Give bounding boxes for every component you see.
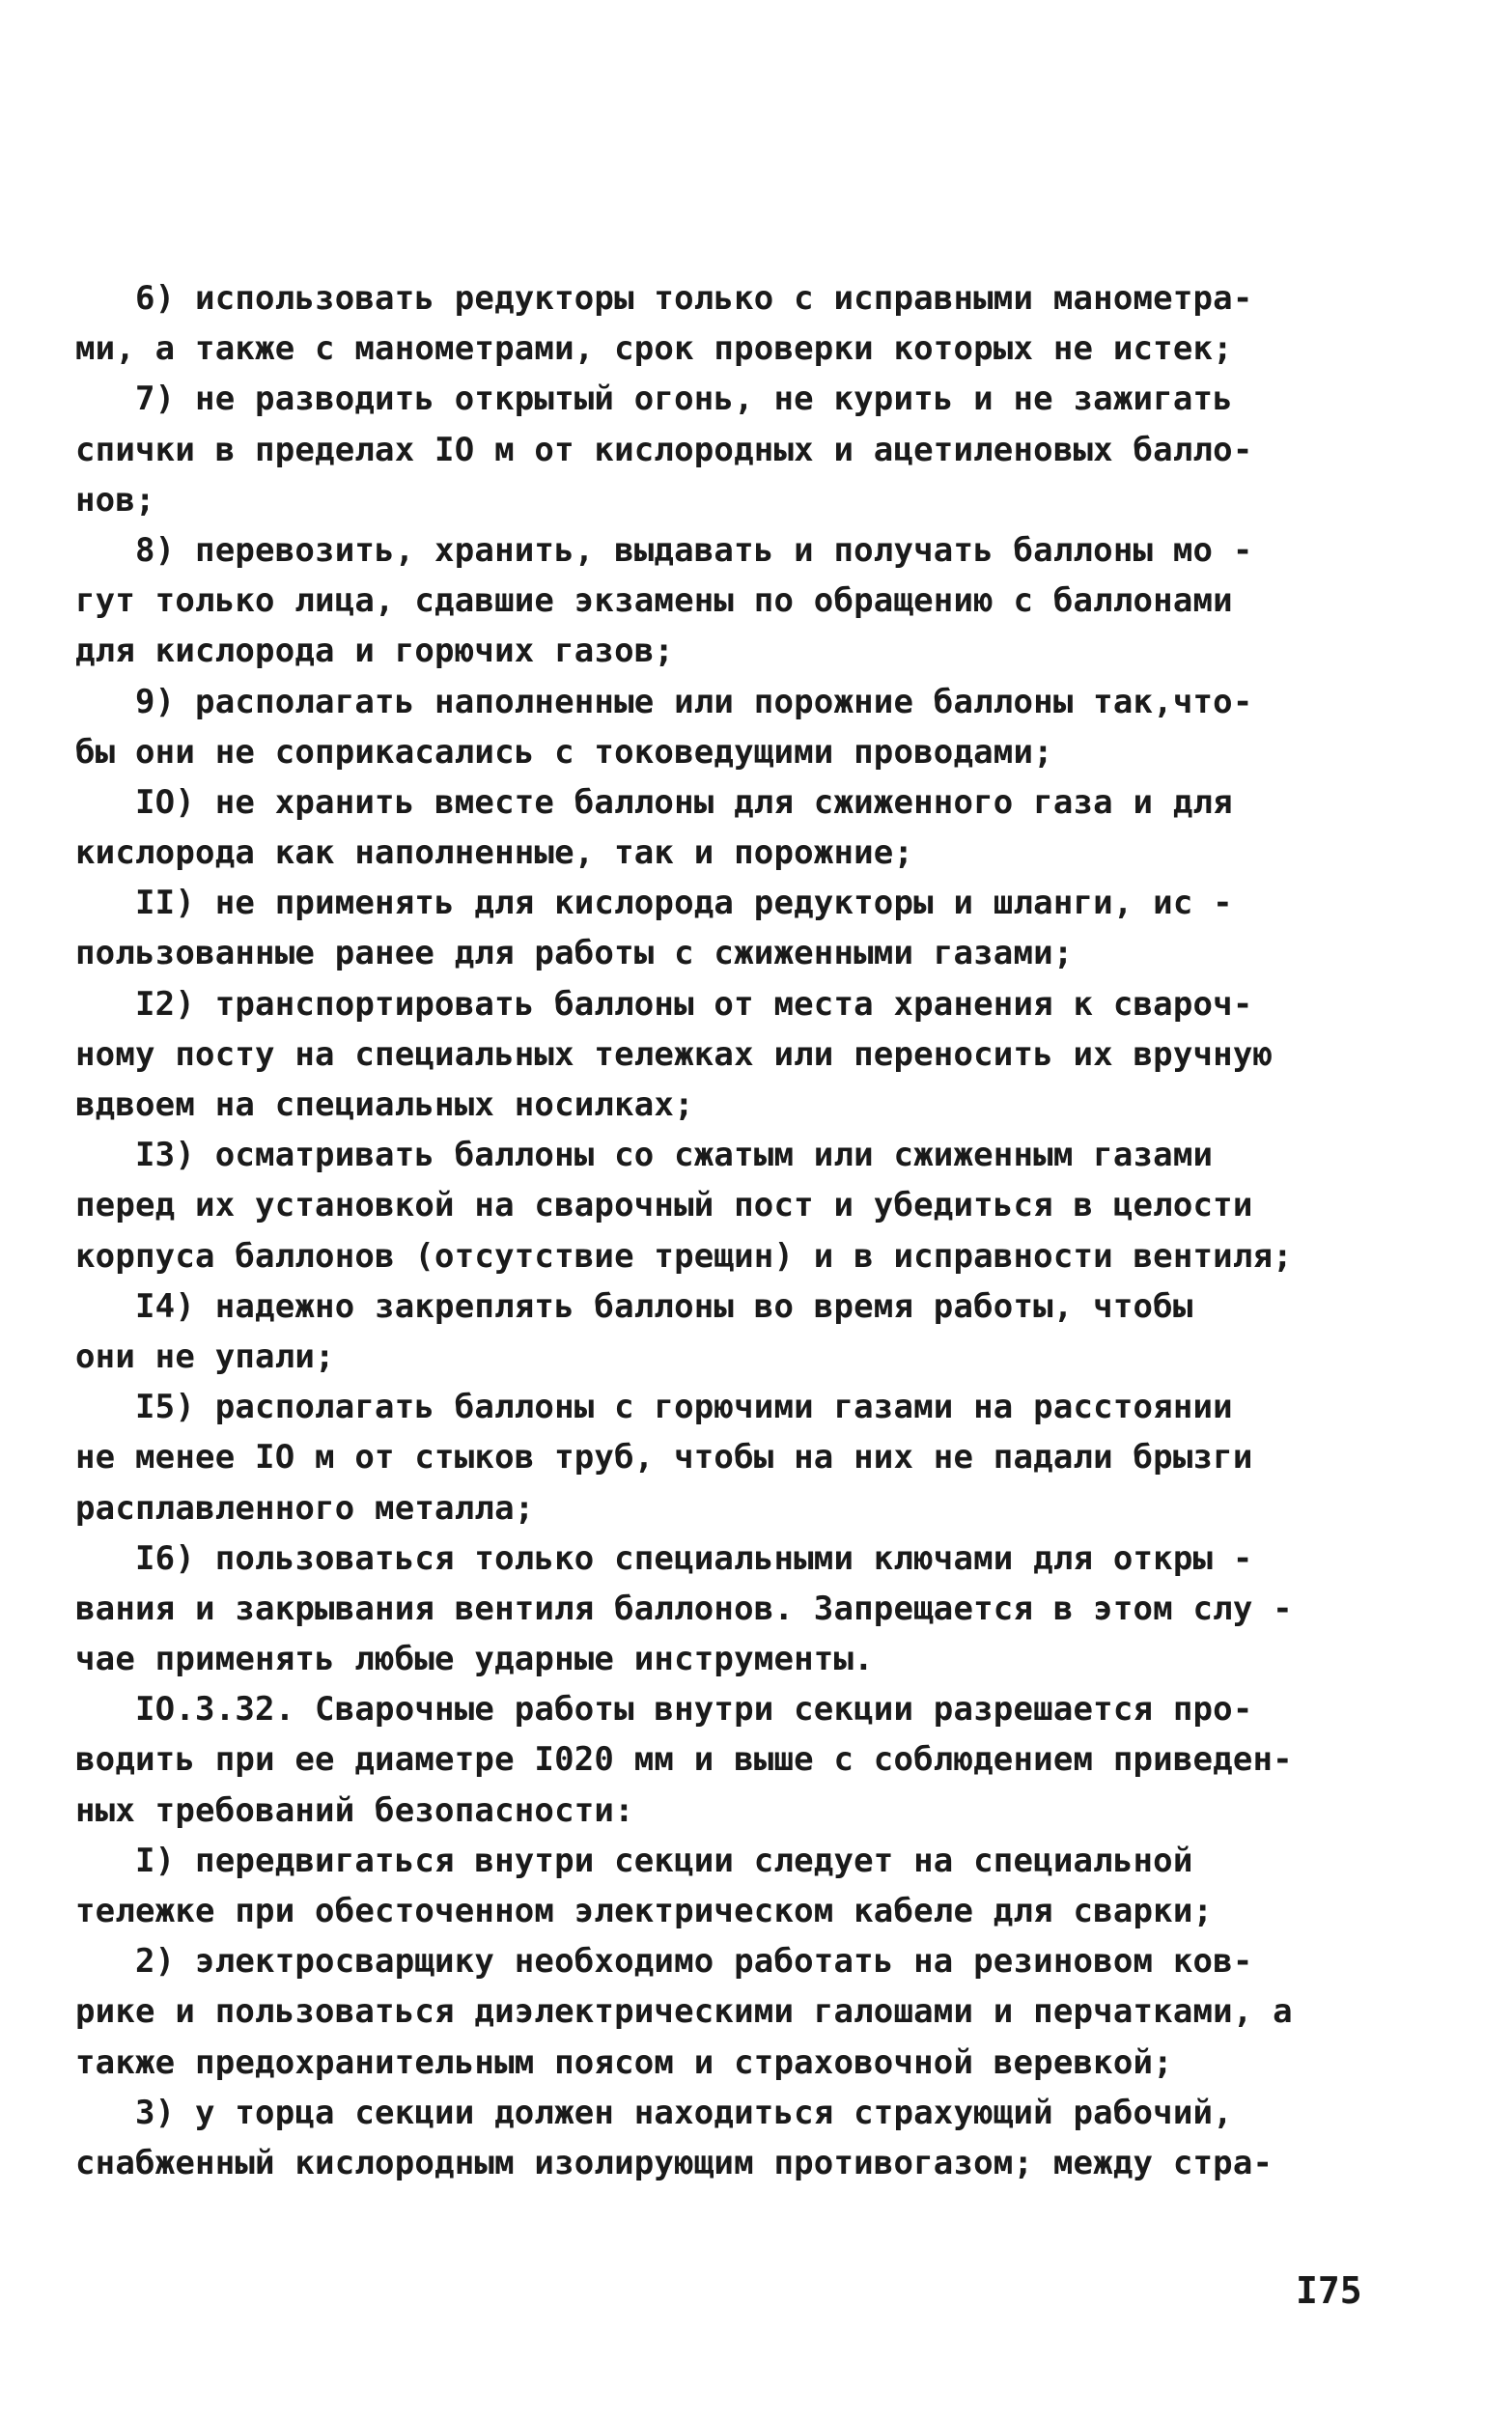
- body-text: [75, 273, 1350, 2188]
- text-line: I) передвигаться внутри секции следует на специальной: [75, 1841, 1193, 1880]
- text-line: нов;: [75, 480, 155, 520]
- text-line: снабженный кислородным изолирующим противогазом; между стра-: [75, 2143, 1274, 2182]
- text-line: ми, а также с манометрами, срок проверки которых не истек;: [75, 329, 1233, 369]
- text-line: I3) осматривать баллоны со сжатым или сжиженным газами: [75, 1136, 1214, 1175]
- text-line: также предохранительным поясом и страховочной веревкой;: [75, 2042, 1173, 2082]
- text-line: II) не применять для кислорода редукторы и шланги, ис -: [75, 884, 1233, 923]
- text-line: чае применять любые ударные инструменты.: [75, 1640, 874, 1679]
- text-line: они не упали;: [75, 1337, 335, 1376]
- text-line: расплавленного металла;: [75, 1488, 535, 1528]
- text-line: 7) не разводить открытый огонь, не курить и не зажигать: [75, 380, 1233, 419]
- text-line: IO.3.32. Сварочные работы внутри секции разрешается про-: [75, 1690, 1253, 1730]
- text-line: 6) использовать редукторы только с исправными манометра-: [75, 279, 1253, 318]
- text-line: 2) электросварщику необходимо работать на резиновом ков-: [75, 1942, 1253, 1982]
- text-line: I5) располагать баллоны с горючими газами на расстоянии: [75, 1388, 1233, 1427]
- text-line: 9) располагать наполненные или порожние баллоны так,что-: [75, 682, 1253, 721]
- text-line: пользованные ранее для работы с сжиженными газами;: [75, 934, 1074, 973]
- text-line: не менее IO м от стыков труб, чтобы на них не падали брызги: [75, 1438, 1253, 1477]
- text-line: IO) не хранить вместе баллоны для сжиженного газа и для: [75, 782, 1233, 822]
- page-number: I75: [1296, 2269, 1362, 2312]
- text-line: I6) пользоваться только специальными ключами для откры -: [75, 1538, 1253, 1578]
- text-line: ных требований безопасности:: [75, 1790, 634, 1830]
- text-line: для кислорода и горючих газов;: [75, 632, 675, 671]
- text-line: ному посту на специальных тележках или переносить их вручную: [75, 1034, 1274, 1074]
- text-line: рике и пользоваться диэлектрическими галошами и перчатками, а: [75, 1992, 1293, 2032]
- text-line: вания и закрывания вентиля баллонов. Запрещается в этом слу -: [75, 1589, 1293, 1628]
- text-line: гут только лица, сдавшие экзамены по обращению с баллонами: [75, 581, 1233, 621]
- text-line: водить при ее диаметре I020 мм и выше с соблюдением приведен-: [75, 1740, 1293, 1780]
- text-line: 3) у торца секции должен находиться страхующий рабочий,: [75, 2093, 1233, 2132]
- text-line: корпуса баллонов (отсутствие трещин) и в исправности вентиля;: [75, 1236, 1293, 1276]
- text-line: I2) транспортировать баллоны от места хранения к свароч-: [75, 984, 1253, 1024]
- text-line: вдвоем на специальных носилках;: [75, 1085, 694, 1124]
- text-line: тележке при обесточенном электрическом кабеле для сварки;: [75, 1892, 1214, 1930]
- text-line: бы они не соприкасались с токоведущими проводами;: [75, 732, 1053, 772]
- text-line: спички в пределах IO м от кислородных и ацетиленовых балло-: [75, 430, 1253, 469]
- text-line: I4) надежно закреплять баллоны во время работы, чтобы: [75, 1286, 1193, 1326]
- text-line: кислорода как наполненные, так и порожние;: [75, 833, 914, 873]
- text-line: 8) перевозить, хранить, выдавать и получать баллоны мо -: [75, 530, 1253, 570]
- text-line: перед их установкой на сварочный пост и убедиться в целости: [75, 1186, 1253, 1225]
